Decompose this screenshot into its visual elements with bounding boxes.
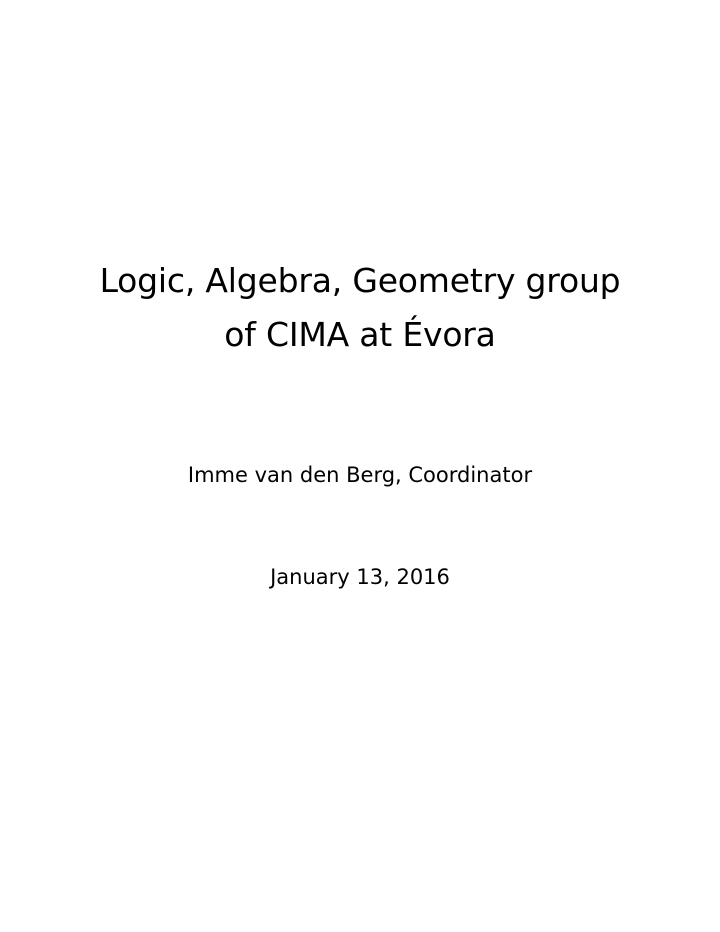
date-line: January 13, 2016	[270, 565, 450, 589]
title-line-2: of CIMA at Évora	[224, 315, 496, 354]
author-line: Imme van den Berg, Coordinator	[187, 463, 533, 487]
document-title	[0, 254, 720, 362]
title-line-1: Logic, Algebra, Geometry group	[99, 261, 621, 300]
